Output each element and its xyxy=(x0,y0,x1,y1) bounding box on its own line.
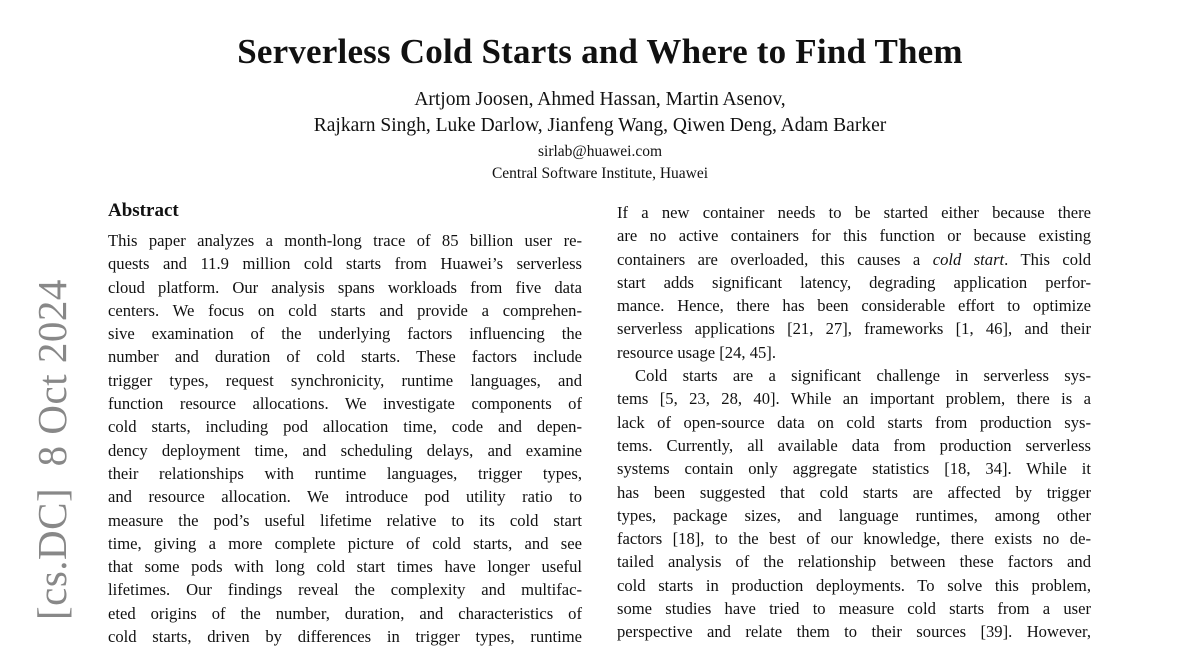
text-line: cold starts, including pod allocation time, code and depen- xyxy=(108,417,582,437)
text-line: This paper analyzes a month-long trace of 85 billion user re- xyxy=(108,231,582,250)
author-email: sirlab@huawei.com xyxy=(537,143,663,160)
text-line: tems [5, 23, 28, 40]. While an important problem, there is a xyxy=(617,389,1091,409)
text-line: some studies have tried to measure cold starts from a user xyxy=(617,599,1091,619)
text-line: function resource allocations. We investigate components of xyxy=(108,394,582,414)
text-line: factors [18], to the best of our knowledge, there exists no de- xyxy=(617,529,1091,549)
text-line: their relationships with runtime languages, trigger types, xyxy=(108,463,582,483)
abstract-heading: Abstract xyxy=(108,200,179,221)
text-line: has been suggested that cold starts are affected by trigger xyxy=(617,482,1091,502)
text-line: and resource allocation. We introduce pod utility ratio to xyxy=(108,487,582,507)
text-line: centers. We focus on cold starts and provide a comprehen- xyxy=(108,300,582,320)
authors-line-2: Rajkarn Singh, Luke Darlow, Jianfeng Wang, Qiwen Deng, Adam Barker xyxy=(313,115,887,136)
text-line: sive examination of the underlying factors influencing the xyxy=(108,324,582,344)
abstract-column xyxy=(108,229,582,648)
text-line: time, giving a more complete picture of cold starts, and see xyxy=(108,533,582,553)
text-line: number and duration of cold starts. These factors include xyxy=(108,347,582,367)
text-line: measure the pod’s useful lifetime relative to its cold start xyxy=(108,510,582,530)
arxiv-stamp: [cs.DC] 8 Oct 2024 xyxy=(29,279,75,620)
authors-line-1: Artjom Joosen, Ahmed Hassan, Martin Asenov, xyxy=(414,89,786,110)
text-line: start adds significant latency, degrading application perfor- xyxy=(617,272,1091,292)
text-line: cloud platform. Our analysis spans workloads from five data xyxy=(108,277,582,297)
text-line: that some pods with long cold start times have longer useful xyxy=(108,557,582,577)
text-line: are no active containers for this function or because existing xyxy=(617,226,1091,246)
text-line: eted origins of the number, duration, and characteristics of xyxy=(108,603,582,623)
text-line: If a new container needs to be started either because there xyxy=(617,203,1091,222)
paper-title: Serverless Cold Starts and Where to Find Them xyxy=(237,32,963,71)
text-line: trigger types, request synchronicity, runtime languages, and xyxy=(108,370,582,390)
text-line: types, package sizes, and language runtimes, among other xyxy=(617,505,1091,525)
text-line: tems. Currently, all available data from production serverless xyxy=(617,435,1091,455)
intro-column xyxy=(617,201,1091,644)
text-line: dency deployment time, and scheduling delays, and examine xyxy=(108,440,582,460)
text-line: mance. Hence, there has been considerable effort to optimize xyxy=(617,296,1091,316)
text-line: serverless applications [21, 27], frameworks [1, 46], and their xyxy=(617,319,1091,339)
text-line: resource usage [24, 45]. xyxy=(617,342,776,362)
text-line: tailed analysis of the relationship between these factors and xyxy=(617,552,1091,572)
text-line: lifetimes. Our findings reveal the complexity and multifac- xyxy=(108,580,582,600)
text-line: systems contain only aggregate statistics [18, 34]. While it xyxy=(617,459,1091,479)
text-line: perspective and relate them to their sources [39]. However, xyxy=(617,622,1091,642)
affiliation: Central Software Institute, Huawei xyxy=(491,165,709,182)
text-line: containers are overloaded, this causes a cold start. This cold xyxy=(617,249,1092,269)
text-line: cold starts in production deployments. To solve this problem, xyxy=(617,575,1091,595)
text-line: cold starts, driven by differences in trigger types, runtime xyxy=(108,627,582,647)
text-line: quests and 11.9 million cold starts from Huawei’s serverless xyxy=(108,254,582,274)
text-line: Cold starts are a significant challenge in serverless sys- xyxy=(635,366,1091,386)
text-line: lack of open-source data on cold starts from production sys- xyxy=(617,412,1091,432)
